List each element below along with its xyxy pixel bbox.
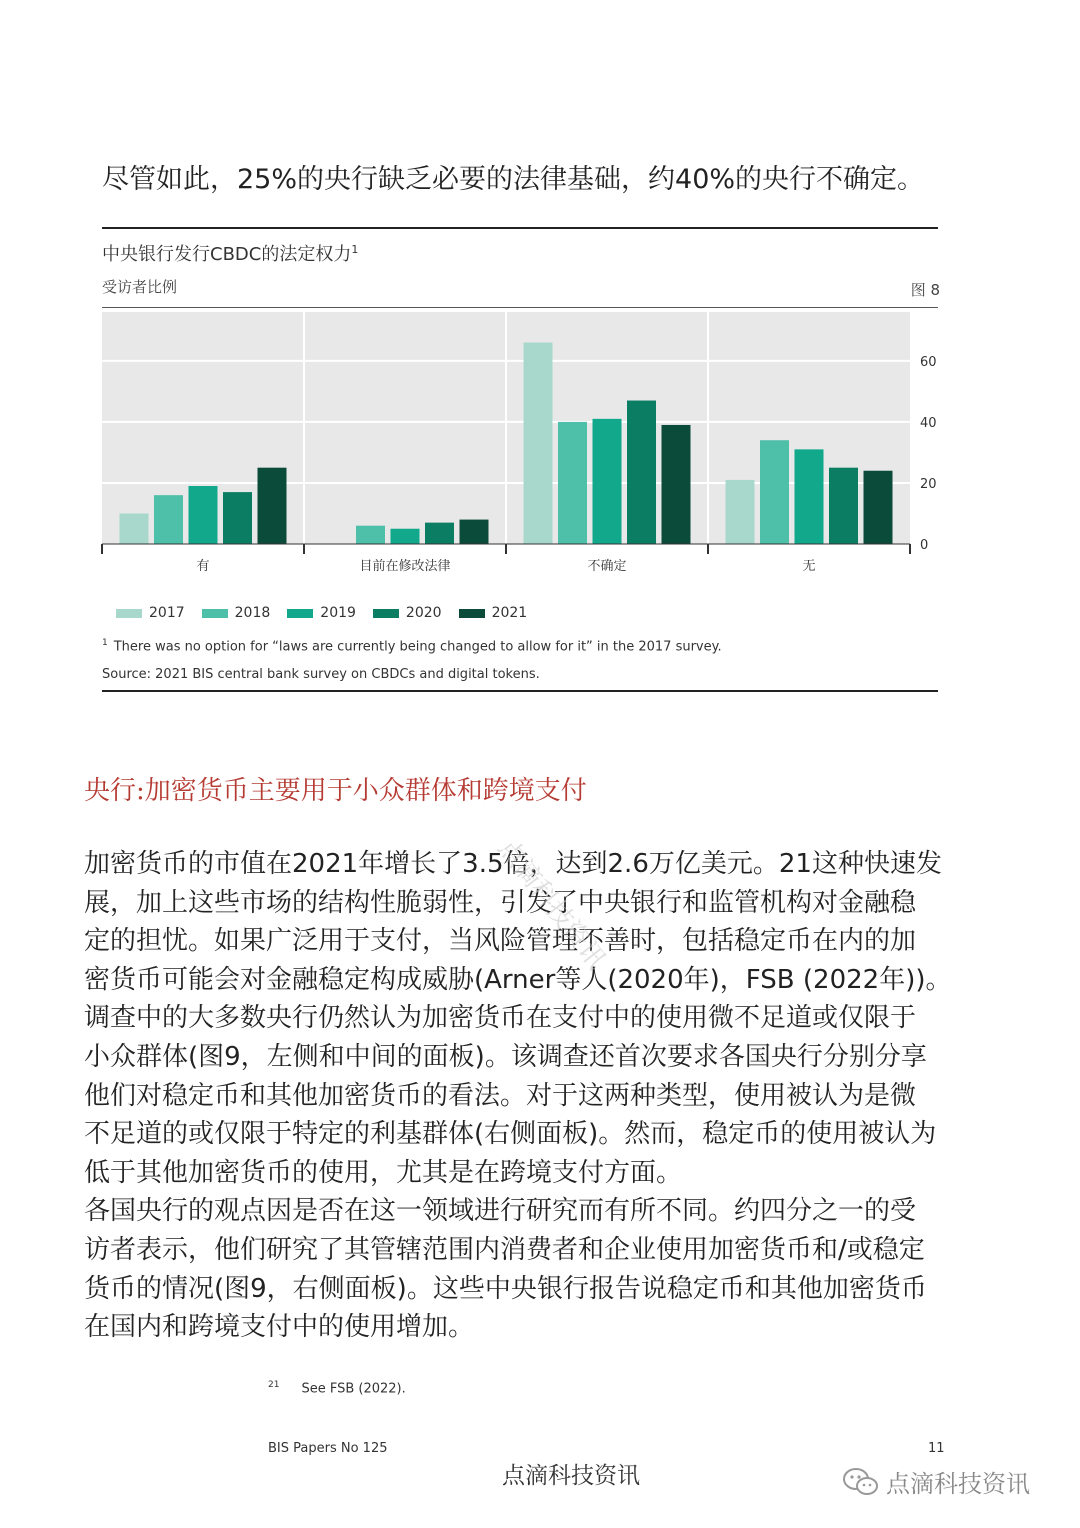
- wechat-watermark: [842, 1464, 1030, 1499]
- bar: [795, 449, 824, 544]
- bar: [524, 343, 553, 544]
- legend-item: [373, 605, 442, 621]
- body-line: 不足道的或仅限于特定的利基群体(右侧面板)。然而，稳定币的使用被认为: [84, 1119, 937, 1150]
- watermark-text: 点滴科技资讯: [502, 1463, 640, 1489]
- legend-label: 2017: [149, 605, 185, 621]
- legend-label: 2018: [234, 605, 271, 621]
- chart-legend: [116, 605, 544, 622]
- bar: [829, 468, 858, 544]
- footer-publication: BIS Papers No 125: [268, 1441, 388, 1456]
- figure-top-rule: [102, 227, 938, 229]
- legend-label: 2021: [491, 605, 528, 621]
- figure-footnote: $^1$ There was no option for “laws are currently being changed to allow for it” in the 2017 survey.: [102, 638, 722, 655]
- category-label: 目前在修改法律: [359, 559, 451, 574]
- category-label: 有: [196, 559, 210, 574]
- body-line: 他们对稳定币和其他加密货币的看法。对于这两种类型，使用被认为是微: [84, 1080, 917, 1111]
- bar: [627, 401, 656, 544]
- y-tick-label: 20: [920, 476, 937, 492]
- legend-item: [287, 605, 356, 621]
- y-tick-label: 0: [920, 538, 929, 553]
- category-label: 无: [802, 559, 816, 574]
- wechat-icon: [842, 1467, 880, 1497]
- body-line: 加密货币的市值在2021年增长了3.5倍，达到2.6万亿美元。21这种快速发: [84, 849, 942, 879]
- legend-item: [116, 605, 185, 621]
- legend-swatch: [373, 609, 399, 618]
- body-line: 定的担忧。如果广泛用于支付，当风险管理不善时，包括稳定币在内的加: [84, 926, 917, 957]
- bar: [356, 526, 385, 544]
- legend-swatch: [287, 609, 313, 618]
- legend-label: 2019: [320, 605, 356, 621]
- body-line: 货币的情况(图9，右侧面板)。这些中央银行报告说稳定币和其他加密货币: [84, 1273, 927, 1304]
- body-line: 访者表示，他们研究了其管辖范围内消费者和企业使用加密货币和/或稳定: [84, 1234, 925, 1265]
- legend-item: [202, 605, 271, 621]
- bar: [425, 523, 454, 544]
- figure-label: 图 8: [910, 281, 940, 299]
- intro-paragraph: 尽管如此，25%的央行缺乏必要的法律基础，约40%的央行不确定。: [102, 164, 925, 195]
- body-line: 小众群体(图9，左侧和中间的面板)。该调查还首次要求各国央行分别分享: [84, 1041, 927, 1072]
- figure-source: Source: 2021 BIS central bank survey on CBDCs and digital tokens.: [102, 667, 540, 682]
- bar: [662, 425, 691, 544]
- legend-swatch: [116, 609, 142, 618]
- bar: [391, 529, 420, 544]
- bar: [120, 513, 149, 544]
- body-line: 密货币可能会对金融稳定构成威胁(Arner等人(2020年)，FSB (2022年))。: [84, 964, 952, 995]
- diagonal-watermark: 点滴科技资讯: [491, 833, 612, 976]
- wechat-watermark-text: 点滴科技资讯: [886, 1470, 1030, 1498]
- footer-page-number: 11: [928, 1441, 945, 1456]
- figure-bottom-rule: [102, 690, 938, 692]
- legend-item: [459, 605, 528, 621]
- legend-swatch: [202, 609, 228, 618]
- page-footnote: $^{21}$ See FSB (2022).: [268, 1380, 406, 1397]
- bar: [189, 486, 218, 544]
- legend-label: 2020: [405, 605, 442, 621]
- figure-title: 中央银行发行CBDC的法定权力$^1$: [102, 243, 359, 265]
- body-line: 低于其他加密货币的使用，尤其是在跨境支付方面。: [84, 1157, 683, 1188]
- bar: [760, 440, 789, 544]
- legend-swatch: [459, 609, 485, 618]
- bar: [258, 468, 287, 544]
- bar: [558, 422, 587, 544]
- y-tick-label: 60: [920, 354, 937, 370]
- section-heading: 央行:加密货币主要用于小众群体和跨境支付: [84, 776, 587, 806]
- bar: [726, 480, 755, 544]
- figure-subtitle: 受访者比例: [102, 278, 178, 296]
- bar-chart: [98, 308, 940, 580]
- body-line: 展，加上这些市场的结构性脆弱性，引发了中央银行和监管机构对金融稳: [84, 887, 917, 918]
- y-tick-label: 40: [920, 415, 937, 431]
- bar: [223, 492, 252, 544]
- body-line: 调查中的大多数央行仍然认为加密货币在支付中的使用微不足道或仅限于: [84, 1003, 917, 1034]
- category-label: 不确定: [587, 559, 627, 574]
- body-line: 各国央行的观点因是否在这一领域进行研究而有所不同。约四分之一的受: [84, 1196, 917, 1227]
- body-line: 在国内和跨境支付中的使用增加。: [84, 1312, 475, 1343]
- bar: [460, 520, 489, 544]
- bar: [593, 419, 622, 544]
- bar: [864, 471, 893, 544]
- bar: [154, 495, 183, 544]
